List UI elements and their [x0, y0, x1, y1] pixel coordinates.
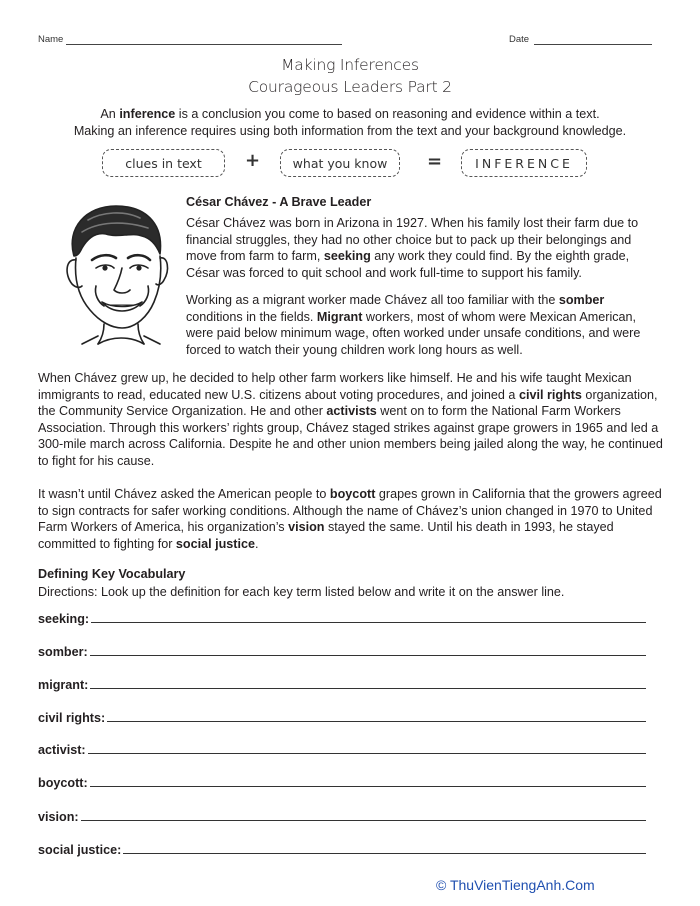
vocab-term: somber:: [38, 645, 88, 659]
equals-sign: =: [427, 151, 443, 172]
vocab-row-boycott: [38, 774, 646, 790]
article-paragraph-3: When Chávez grew up, he decided to help other farm workers like himself. He and his wife taught Mexican immigrants to read, educated new U.S. citizens about voting procedures, and joined a civil rights organization, the Community Service Organization. He and other activists went on to form the National Farm Workers Association. Through this workers’ rights group, Chávez staged strikes against grape growers in 1965 and led a 300-mile march across California. Despite he and other union members being jailed along the way, he continued to fight for his cause.: [38, 371, 663, 468]
answer-line[interactable]: [88, 753, 646, 754]
equation-knowledge-box: what you know: [280, 149, 400, 177]
vocab-directions: Directions: Look up the definition for each key term listed below and write it on the answer line.: [38, 585, 565, 599]
answer-line[interactable]: [123, 853, 646, 854]
article-heading: César Chávez - A Brave Leader: [186, 195, 372, 209]
cesar-chavez-portrait-icon: [52, 198, 176, 346]
vocab-row-activist: [38, 741, 646, 757]
article-paragraph-2: Working as a migrant worker made Chávez all too familiar with the somber conditions in the fields. Migrant workers, most of whom were Mexican American, were paid below minimum wage, often worked under unsafe conditions, and were forced to watch their young children work long hours as well.: [186, 293, 641, 357]
equation-inference-box: INFERENCE: [461, 149, 587, 177]
name-line[interactable]: [66, 44, 342, 45]
equation-clues-box: clues in text: [102, 149, 225, 177]
name-label: Name: [38, 34, 64, 45]
date-label: Date: [509, 34, 530, 45]
date-line[interactable]: [534, 44, 652, 45]
vocab-term: activist:: [38, 743, 86, 757]
vocab-heading: Defining Key Vocabulary: [38, 567, 186, 581]
answer-line[interactable]: [90, 688, 646, 689]
intro-text: An inference is a conclusion you come to based on reasoning and evidence within a text. Making an inference requires using both information from the text and your background knowledge.: [73, 107, 627, 138]
plus-sign: +: [245, 150, 261, 171]
vocab-term: migrant:: [38, 678, 89, 692]
vocab-term: vision:: [38, 810, 79, 824]
page-title: Making Inferences: [281, 56, 419, 74]
vocab-term: boycott:: [38, 776, 88, 790]
article-paragraph-1: César Chávez was born in Arizona in 1927. When his family lost their farm due to financial struggles, they had no other choice but to pack up their belongings and move from farm to farm, seeking any work they could find. By the eighth grade, César was forced to quit school and work full-time to support his family.: [186, 216, 639, 280]
vocab-row-seeking: [38, 610, 646, 626]
vocab-row-social-justice: [38, 841, 646, 857]
answer-line[interactable]: [81, 820, 646, 821]
vocab-term: social justice:: [38, 843, 122, 857]
answer-line[interactable]: [91, 622, 646, 623]
vocab-term: seeking:: [38, 612, 90, 626]
vocab-row-somber: [38, 643, 646, 659]
page-subtitle: Courageous Leaders Part 2: [248, 78, 452, 96]
vocab-row-migrant: [38, 676, 646, 692]
answer-line[interactable]: [90, 786, 646, 787]
answer-line[interactable]: [90, 655, 646, 656]
vocab-term: civil rights:: [38, 711, 106, 725]
copyright-footer: © ThuVienTiengAnh.Com: [436, 877, 595, 893]
article-paragraph-4: It wasn’t until Chávez asked the American people to boycott grapes grown in California that the growers agreed to sign contracts for safer working conditions. Although the name of Chávez’s union changed in 1970 to United Farm Workers of America, his organization’s vision stayed the same. Until his death in 1993, he stayed committed to fighting for social justice.: [38, 487, 662, 551]
vocab-row-vision: [38, 808, 646, 824]
vocab-row-civil-rights: [38, 709, 646, 725]
answer-line[interactable]: [107, 721, 646, 722]
